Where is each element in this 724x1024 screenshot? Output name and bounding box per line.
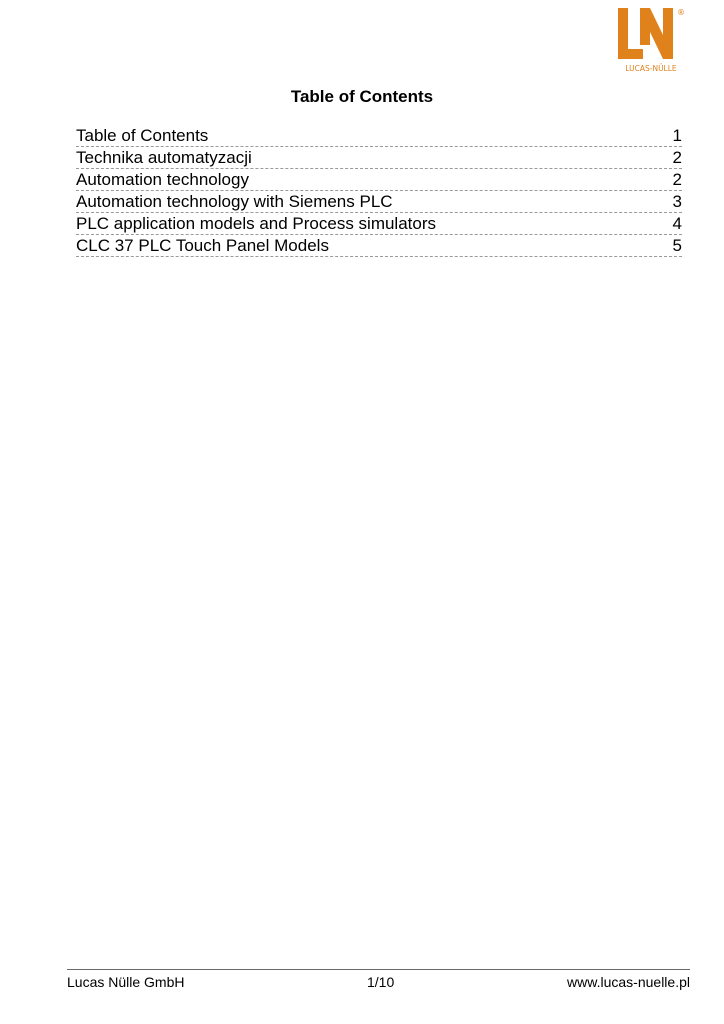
- toc-entry-page: 1: [672, 126, 682, 145]
- page-footer: [67, 969, 690, 996]
- svg-text:LUCAS-NÜLLE: LUCAS-NÜLLE: [625, 64, 677, 73]
- footer-website: www.lucas-nuelle.pl: [567, 974, 690, 990]
- toc-entry-label: Automation technology with Siemens PLC: [76, 192, 393, 211]
- toc-entry-label: Automation technology: [76, 170, 249, 189]
- svg-text:®: ®: [677, 8, 685, 17]
- toc-entry-label: PLC application models and Process simulators: [76, 214, 437, 233]
- toc-entry[interactable]: [76, 125, 682, 147]
- toc-entry-page: 3: [672, 192, 682, 211]
- toc-entry[interactable]: [76, 147, 682, 169]
- toc-entry[interactable]: [76, 191, 682, 213]
- toc-entry-label: Table of Contents: [76, 126, 209, 145]
- page-title: Table of Contents: [290, 87, 434, 106]
- footer-page-number: 1/10: [367, 974, 395, 990]
- toc-entry-label: CLC 37 PLC Touch Panel Models: [76, 236, 329, 255]
- toc-entry-page: 2: [672, 170, 682, 189]
- toc-entry[interactable]: [76, 169, 682, 191]
- table-of-contents: [76, 125, 682, 257]
- toc-entry-page: 4: [672, 214, 682, 233]
- toc-entry-label: Technika automatyzacji: [76, 148, 252, 167]
- toc-entry-page: 2: [672, 148, 682, 167]
- footer-company: Lucas Nülle GmbH: [67, 974, 185, 990]
- toc-entry-page: 5: [672, 236, 682, 255]
- toc-entry[interactable]: [76, 213, 682, 235]
- lucas-nuelle-logo: [615, 5, 687, 75]
- toc-entry[interactable]: [76, 235, 682, 257]
